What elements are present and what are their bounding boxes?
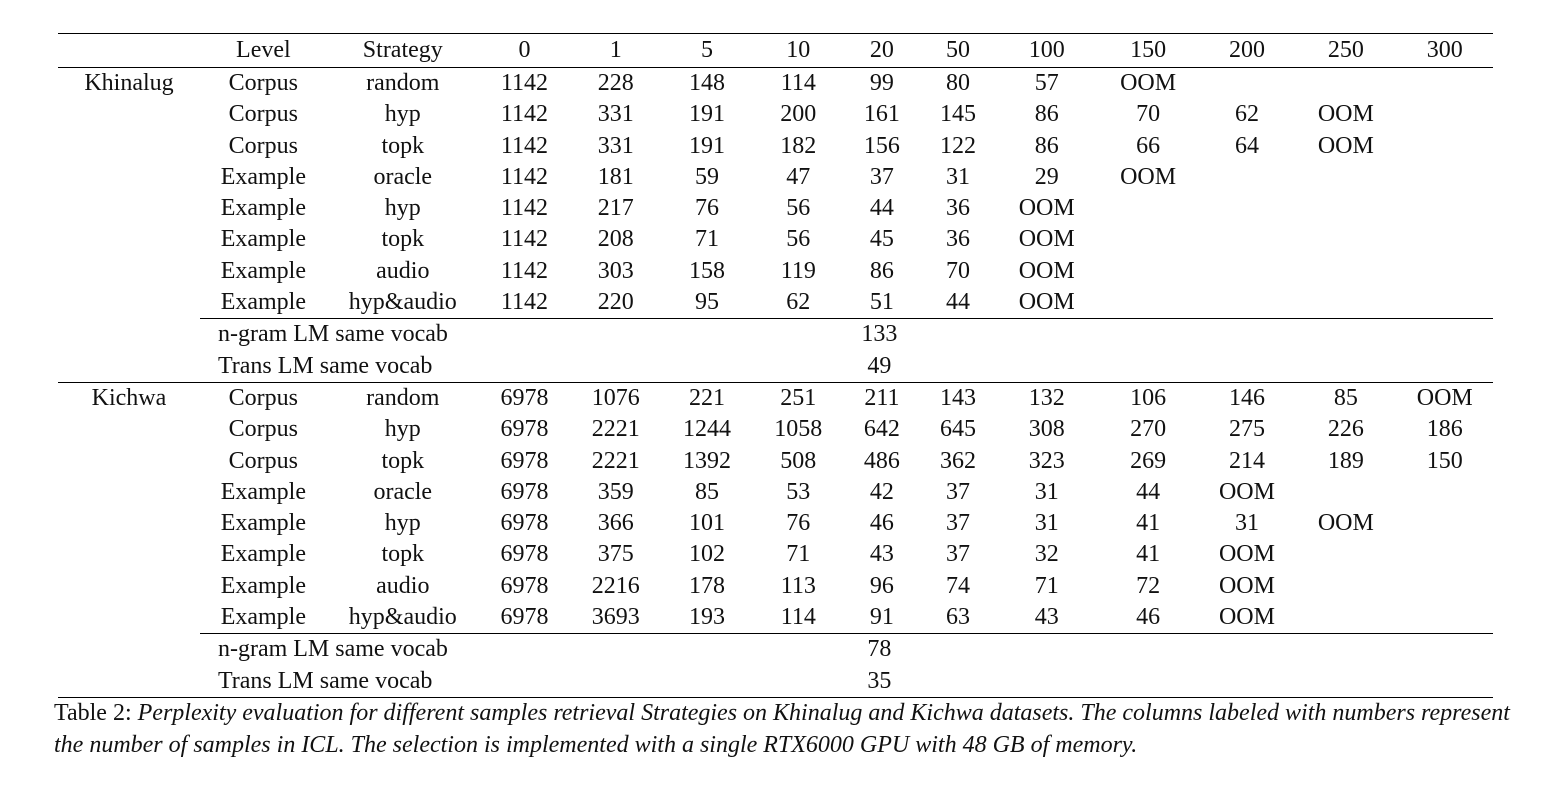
value-cell: 57 [1034,70,1059,96]
value-cell: 56 [786,195,811,222]
column-header: Strategy [362,37,443,63]
value-cell: 6978 [500,384,549,411]
value-cell: 193 [689,604,725,631]
column-header: 100 [1028,37,1065,63]
value-cell: 270 [1130,416,1167,443]
column-header: 5 [701,37,713,63]
value-cell: 191 [689,101,725,128]
value-cell: 76 [695,195,719,222]
value-cell: OOM [1018,195,1075,222]
lm-baseline-label: n-gram LM same vocab [200,634,661,666]
value-cell: 375 [597,541,634,568]
level-cell: Example [220,478,306,505]
value-cell [1397,131,1493,162]
table-row [58,162,1493,193]
value-cell: 31 [1034,478,1059,505]
value-cell: 1142 [500,226,549,253]
value-cell: 2221 [591,416,640,443]
value-cell: 31 [945,163,970,190]
value-cell [1295,224,1396,255]
value-cell: OOM [1317,510,1374,537]
value-cell: 85 [695,478,719,505]
value-cell [1295,571,1396,602]
strategy-cell: topk [381,541,425,568]
value-cell: OOM [1018,257,1075,284]
value-cell: 37 [869,163,894,190]
table-row [58,508,1493,539]
value-cell: OOM [1218,478,1275,505]
level-cell: Example [220,289,306,316]
value-cell: 62 [1234,101,1259,128]
value-cell: 211 [864,384,900,411]
value-cell: 99 [869,70,894,96]
value-cell: 37 [945,478,970,505]
value-cell: 44 [869,195,894,222]
value-cell [1397,162,1493,193]
value-cell [1199,162,1295,193]
value-cell: 132 [1028,384,1065,411]
value-cell: 46 [1136,604,1161,631]
table-row [58,382,1493,414]
value-cell: 113 [780,572,816,599]
value-cell: 303 [597,257,634,284]
dataset-label [58,131,200,162]
level-cell: Corpus [228,384,299,411]
dataset-label: Khinalug [84,70,174,96]
value-cell [1295,256,1396,287]
level-cell: Example [220,195,306,222]
lm-baseline-label: Trans LM same vocab [217,352,433,379]
table-row [58,446,1493,477]
table-row [58,414,1493,445]
dataset-label [58,193,200,224]
column-header: 10 [786,37,811,63]
value-cell: 308 [1028,416,1065,443]
level-cell: Example [220,541,306,568]
table-body [58,68,1493,698]
dataset-label [58,224,200,255]
strategy-cell: random [366,70,440,96]
value-cell: 362 [939,447,976,474]
lm-baseline-row [58,319,1493,351]
value-cell: 1058 [774,416,823,443]
value-cell: 6978 [500,510,549,537]
column-header: 0 [518,37,531,63]
value-cell [1097,287,1198,319]
value-cell: 119 [780,257,816,284]
value-cell [1097,256,1198,287]
level-cell: Corpus [228,132,299,159]
results-table-container [58,33,1493,698]
dataset-label [58,446,200,477]
value-cell: 44 [945,289,970,316]
table-row [58,99,1493,130]
value-cell: 1076 [591,384,640,411]
value-cell: 44 [1136,478,1161,505]
value-cell: 1392 [683,447,731,474]
value-cell [1097,224,1198,255]
table-row [58,602,1493,634]
table-row [58,256,1493,287]
value-cell: 143 [939,384,976,411]
lm-baseline-row [58,666,1493,698]
value-cell: 70 [1136,101,1161,128]
table-row [58,539,1493,570]
column-header: 50 [945,37,970,63]
value-cell: 6978 [500,541,549,568]
value-cell: 96 [869,572,894,599]
value-cell: 85 [1333,384,1358,411]
dataset-label [58,602,200,634]
value-cell: 71 [786,541,811,568]
value-cell: 6978 [500,447,549,474]
value-cell: 645 [939,416,976,443]
value-cell: OOM [1018,289,1075,316]
value-cell: 86 [1034,101,1059,128]
perplexity-results-table [58,33,1493,698]
strategy-cell: random [366,384,440,411]
value-cell: 486 [863,447,900,474]
value-cell: 74 [945,572,970,599]
value-cell: 106 [1130,384,1167,411]
value-cell: 76 [786,510,811,537]
value-cell [1097,193,1198,224]
value-cell: 191 [689,132,725,159]
strategy-cell: hyp [384,101,421,128]
lm-baseline-row [58,634,1493,666]
strategy-cell: hyp [384,195,421,222]
value-cell: OOM [1218,572,1275,599]
value-cell: 37 [945,510,970,537]
value-cell: 158 [689,257,725,284]
dataset-label [58,508,200,539]
empty-cell [1097,351,1493,383]
value-cell: 323 [1028,447,1065,474]
strategy-cell: oracle [373,163,433,190]
value-cell: 1142 [500,195,549,222]
value-cell: 146 [1228,384,1265,411]
column-header: 200 [1228,37,1265,63]
value-cell [1199,256,1295,287]
value-cell: 161 [863,101,900,128]
strategy-cell: oracle [373,478,433,505]
strategy-cell: topk [381,226,425,253]
value-cell [1397,224,1493,255]
empty-cell [58,666,200,698]
value-cell: 269 [1130,447,1167,474]
value-cell: 70 [945,257,970,284]
value-cell: 66 [1136,132,1161,159]
value-cell: 41 [1136,510,1161,537]
value-cell: 47 [786,163,811,190]
value-cell: 331 [597,101,634,128]
table-header-row [58,34,1493,68]
value-cell: 178 [689,572,725,599]
value-cell: 226 [1327,416,1364,443]
lm-baseline-row [58,351,1493,383]
value-cell: 91 [869,604,894,631]
dataset-label [58,571,200,602]
value-cell [1295,602,1396,634]
value-cell: 366 [597,510,634,537]
value-cell: 36 [945,195,970,222]
value-cell: OOM [1218,604,1275,631]
value-cell: 71 [695,226,719,253]
value-cell: 251 [780,384,817,411]
value-cell: 6978 [500,416,549,443]
column-header: 300 [1426,37,1463,63]
dataset-label [58,539,200,570]
table-caption [54,697,1514,761]
value-cell: 1142 [500,289,549,316]
value-cell [1397,508,1493,539]
empty-cell [58,319,200,351]
empty-cell [58,634,200,666]
table-row [58,68,1493,100]
empty-cell [1097,634,1493,666]
level-cell: Corpus [228,447,299,474]
lm-baseline-label: n-gram LM same vocab [200,319,661,351]
strategy-cell: hyp [384,416,421,443]
value-cell [1199,287,1295,319]
value-cell: 331 [597,132,634,159]
value-cell: 45 [869,226,894,253]
value-cell: 1142 [500,257,549,284]
value-cell: 3693 [591,604,640,631]
value-cell: 59 [695,163,719,190]
value-cell: 220 [597,289,634,316]
column-header: 150 [1130,37,1167,63]
value-cell: 156 [863,132,900,159]
level-cell: Example [220,226,306,253]
value-cell: 29 [1034,163,1059,190]
strategy-cell: topk [381,132,425,159]
level-cell: Example [220,163,306,190]
dataset-label [58,414,200,445]
dataset-label [58,256,200,287]
value-cell: 189 [1327,447,1364,474]
lm-baseline-value: 133 [661,319,1097,351]
empty-cell [1097,319,1493,351]
value-cell [1397,287,1493,319]
value-cell: 101 [689,510,725,537]
value-cell: 208 [597,226,634,253]
value-cell: 1142 [500,70,549,96]
value-cell: 46 [869,510,894,537]
value-cell [1295,68,1396,100]
dataset-label [58,162,200,193]
value-cell [1397,539,1493,570]
value-cell: OOM [1120,70,1177,96]
value-cell: 1142 [500,101,549,128]
value-cell: 43 [1034,604,1059,631]
value-cell: 64 [1234,132,1259,159]
value-cell: 114 [780,70,816,96]
value-cell: 42 [869,478,894,505]
lm-baseline-value: 35 [867,667,892,694]
value-cell: 6978 [500,572,549,599]
value-cell [1397,602,1493,634]
lm-baseline-value: 49 [867,352,892,379]
dataset-label [58,99,200,130]
value-cell [1295,162,1396,193]
value-cell: 217 [597,195,634,222]
dataset-label [58,287,200,319]
value-cell: 80 [945,70,970,96]
value-cell: 221 [689,384,725,411]
table-row [58,287,1493,319]
value-cell: 53 [786,478,811,505]
value-cell: OOM [1317,101,1374,128]
dataset-label: Kichwa [91,384,167,411]
value-cell [1295,193,1396,224]
value-cell: 56 [786,226,811,253]
strategy-cell: topk [381,447,425,474]
value-cell: 95 [695,289,719,316]
column-header: 1 [609,37,622,63]
table-row [58,477,1493,508]
level-cell: Example [220,510,306,537]
value-cell: 148 [689,70,725,96]
strategy-cell: hyp&audio [348,604,457,631]
level-cell: Example [220,257,306,284]
table-row [58,224,1493,255]
value-cell: 62 [786,289,811,316]
value-cell: 181 [597,163,634,190]
column-header: 20 [869,37,894,63]
value-cell: 150 [1426,447,1463,474]
column-header: 250 [1327,37,1364,63]
strategy-cell: hyp [384,510,421,537]
value-cell [1295,477,1396,508]
value-cell: 1244 [683,416,731,443]
table-row [58,571,1493,602]
value-cell [1199,68,1295,100]
caption-text: Perplexity evaluation for different samples retrieval Strategies on Khinalug and Kichwa datasets. The columns labeled with numbers represent the number of samples in ICL. The selection is implemented with a single RTX6000 GPU with 48 GB of memory. [54,700,1510,758]
value-cell: 2216 [591,572,640,599]
value-cell: 1142 [500,163,549,190]
value-cell: 86 [1034,132,1059,159]
value-cell [1397,99,1493,130]
value-cell: 1142 [500,132,549,159]
value-cell: 41 [1136,541,1161,568]
value-cell: 63 [945,604,970,631]
lm-baseline-label: Trans LM same vocab [217,667,433,694]
level-cell: Corpus [228,101,299,128]
dataset-label [58,477,200,508]
value-cell: 51 [869,289,894,316]
value-cell: 508 [780,447,817,474]
value-cell [1397,256,1493,287]
level-cell: Corpus [228,416,299,443]
value-cell: 145 [939,101,976,128]
value-cell: 2221 [591,447,640,474]
value-cell: 31 [1034,510,1059,537]
value-cell [1295,539,1396,570]
value-cell [1397,193,1493,224]
strategy-cell: audio [376,257,430,284]
value-cell [1397,477,1493,508]
level-cell: Corpus [228,70,299,96]
value-cell [1397,68,1493,100]
value-cell: 275 [1228,416,1265,443]
value-cell: 6978 [500,604,549,631]
value-cell: 122 [939,132,976,159]
value-cell: 228 [597,70,634,96]
value-cell: 200 [780,101,817,128]
value-cell: 214 [1228,447,1265,474]
value-cell: 102 [689,541,725,568]
value-cell: 359 [597,478,634,505]
value-cell: 114 [780,604,816,631]
value-cell: 43 [869,541,894,568]
value-cell: 86 [869,257,894,284]
value-cell [1199,224,1295,255]
strategy-cell: hyp&audio [348,289,457,316]
value-cell: OOM [1218,541,1275,568]
value-cell: 642 [863,416,900,443]
table-row [58,193,1493,224]
value-cell: OOM [1416,384,1473,411]
strategy-cell: audio [376,572,430,599]
value-cell: OOM [1018,226,1075,253]
empty-cell [58,351,200,383]
table-row [58,131,1493,162]
column-header: Level [236,37,291,63]
value-cell [1397,571,1493,602]
column-header [58,34,200,68]
value-cell: 37 [945,541,970,568]
value-cell: 186 [1426,416,1463,443]
level-cell: Example [220,572,306,599]
value-cell: 6978 [500,478,549,505]
value-cell [1199,193,1295,224]
value-cell: 71 [1034,572,1059,599]
value-cell: 182 [780,132,817,159]
value-cell: OOM [1317,132,1374,159]
value-cell: 72 [1136,572,1161,599]
value-cell: OOM [1120,163,1177,190]
level-cell: Example [220,604,306,631]
value-cell: 36 [945,226,970,253]
lm-baseline-value: 78 [661,634,1097,666]
caption-label: Table 2: [54,700,132,726]
value-cell: 32 [1034,541,1059,568]
value-cell [1295,287,1396,319]
empty-cell [1097,666,1493,698]
value-cell: 31 [1234,510,1259,537]
